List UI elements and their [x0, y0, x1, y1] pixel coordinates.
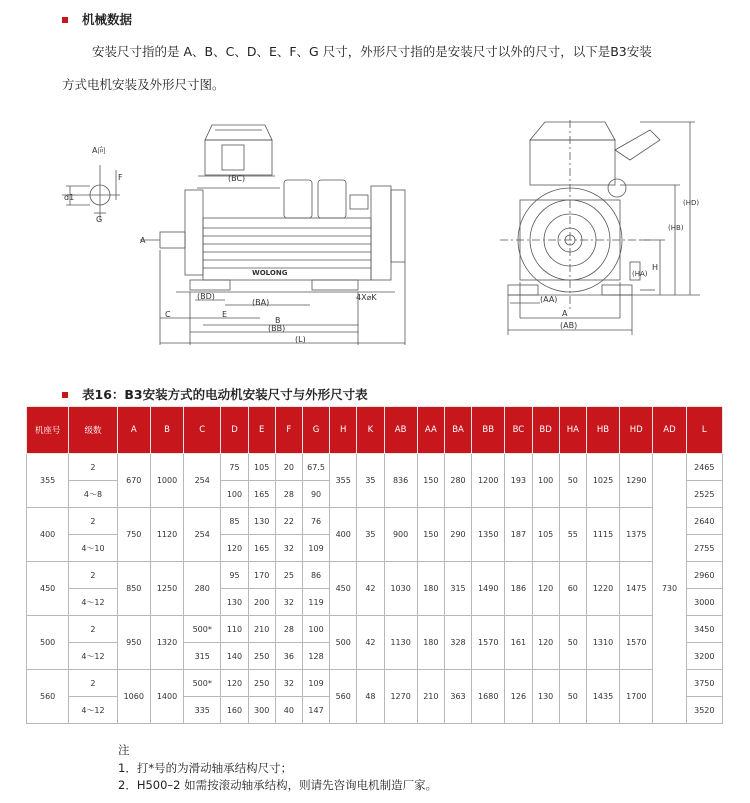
table-cell: 170	[248, 562, 275, 589]
red-square-bullet-icon	[62, 17, 68, 23]
header-cell: D	[221, 407, 248, 454]
table-row	[27, 508, 723, 535]
header-cell: AD	[653, 407, 686, 454]
table-cell: 254	[184, 454, 221, 508]
table-cell: 500*	[184, 670, 221, 697]
table-cell: 450	[27, 562, 69, 616]
table-cell: 335	[184, 697, 221, 724]
header-cell: H	[330, 407, 357, 454]
table-cell: 35	[357, 508, 384, 562]
table-cell: 2755	[686, 535, 722, 562]
table-cell: 1700	[620, 670, 653, 724]
table-cell: 28	[275, 481, 302, 508]
table-cell: 1250	[150, 562, 183, 616]
label-bd: (BD)	[197, 292, 215, 301]
table-cell: 315	[444, 562, 471, 616]
table-cell: 500	[330, 616, 357, 670]
table-cell: 4～12	[69, 643, 117, 670]
table-cell: 20	[275, 454, 302, 481]
table-cell: 110	[221, 616, 248, 643]
table-cell: 210	[248, 616, 275, 643]
table-cell: 90	[302, 481, 329, 508]
table-cell: 109	[302, 670, 329, 697]
table-cell: 165	[248, 535, 275, 562]
header-cell: L	[686, 407, 722, 454]
table-cell: 180	[417, 562, 444, 616]
table-cell: 328	[444, 616, 471, 670]
header-cell: BC	[505, 407, 532, 454]
table-cell: 2	[69, 616, 117, 643]
header-cell: A	[117, 407, 150, 454]
label-bc: (BC)	[228, 174, 246, 183]
table-cell: 836	[384, 454, 417, 508]
table-cell: 140	[221, 643, 248, 670]
table-cell: 1435	[586, 670, 619, 724]
table-cell: 147	[302, 697, 329, 724]
table-cell: 2	[69, 454, 117, 481]
table-cell: 4～10	[69, 535, 117, 562]
table-cell: 60	[559, 562, 586, 616]
table-cell: 670	[117, 454, 150, 508]
table-cell: 3750	[686, 670, 722, 697]
table-cell: 161	[505, 616, 532, 670]
table-cell: 1570	[472, 616, 505, 670]
label-ba: (BA)	[252, 298, 270, 307]
table-cell: 1025	[586, 454, 619, 508]
label-ab: (AB)	[560, 321, 578, 330]
table-cell: 119	[302, 589, 329, 616]
table-cell: 2465	[686, 454, 722, 481]
table-cell: 500*	[184, 616, 221, 643]
label-hb: (HB)	[668, 224, 684, 232]
table-cell: 1375	[620, 508, 653, 562]
label-c: C	[165, 310, 171, 319]
table-cell: 254	[184, 508, 221, 562]
table-cell: 100	[302, 616, 329, 643]
table-cell: 850	[117, 562, 150, 616]
table-cell: 1570	[620, 616, 653, 670]
dimension-table	[26, 406, 723, 724]
label-bb: (BB)	[268, 324, 286, 333]
motor-dimension-drawing	[60, 115, 700, 365]
table-cell: 32	[275, 670, 302, 697]
table-cell: 120	[532, 616, 559, 670]
table-cell: 105	[532, 508, 559, 562]
label-hole-k: 4X⌀K	[356, 293, 377, 302]
table-cell: 120	[221, 535, 248, 562]
table-cell: 100	[221, 481, 248, 508]
section-heading-mechanical-data	[62, 10, 132, 28]
header-cell: AB	[384, 407, 417, 454]
table-cell: 75	[221, 454, 248, 481]
header-cell: BB	[472, 407, 505, 454]
table-cell: 1400	[150, 670, 183, 724]
table-cell: 300	[248, 697, 275, 724]
table-cell: 315	[184, 643, 221, 670]
table-cell: 109	[302, 535, 329, 562]
table-row	[27, 616, 723, 643]
table-cell: 400	[330, 508, 357, 562]
table-cell: 42	[357, 562, 384, 616]
table-cell: 2	[69, 670, 117, 697]
table-row	[27, 670, 723, 697]
label-hd: (HD)	[683, 199, 700, 207]
table-cell: 1060	[117, 670, 150, 724]
table-cell: 1310	[586, 616, 619, 670]
table-cell: 1120	[150, 508, 183, 562]
table-cell: 560	[27, 670, 69, 724]
table-cell: 250	[248, 643, 275, 670]
table-cell: 1490	[472, 562, 505, 616]
table-cell: 130	[221, 589, 248, 616]
table-cell: 95	[221, 562, 248, 589]
header-cell: BD	[532, 407, 559, 454]
table-cell: 1270	[384, 670, 417, 724]
table-cell: 3000	[686, 589, 722, 616]
table-cell: 120	[221, 670, 248, 697]
table-cell: 2960	[686, 562, 722, 589]
table-cell: 290	[444, 508, 471, 562]
table-cell: 76	[302, 508, 329, 535]
table-cell: 130	[532, 670, 559, 724]
table-cell: 85	[221, 508, 248, 535]
table-cell: 28	[275, 616, 302, 643]
notes-title: 注	[118, 743, 130, 757]
table-cell: 50	[559, 454, 586, 508]
red-square-bullet-icon	[62, 392, 68, 398]
section-heading-table	[62, 385, 368, 403]
header-cell: HD	[620, 407, 653, 454]
table-cell: 1320	[150, 616, 183, 670]
table-cell: 150	[417, 454, 444, 508]
motor-side-view	[140, 125, 405, 345]
table-cell: 1680	[472, 670, 505, 724]
table-cell: 1290	[620, 454, 653, 508]
note-line-2: 2．H500–2 如需按滚动轴承结构，则请先咨询电机制造厂家。	[118, 778, 438, 792]
label-b: B	[275, 316, 281, 325]
table-cell: 2525	[686, 481, 722, 508]
table-cell: 730	[653, 454, 686, 724]
table-cell: 250	[248, 670, 275, 697]
table-cell: 40	[275, 697, 302, 724]
table-cell: 128	[302, 643, 329, 670]
table-body	[27, 454, 723, 724]
table-cell: 25	[275, 562, 302, 589]
intro-line-2: 方式电机安装及外形尺寸图。	[62, 77, 225, 92]
table-cell: 560	[330, 670, 357, 724]
brand-logo-text: WOLONG	[252, 269, 288, 277]
table-cell: 363	[444, 670, 471, 724]
table-cell: 355	[27, 454, 69, 508]
label-h: H	[652, 263, 659, 272]
label-ha: (HA)	[632, 270, 648, 278]
table-cell: 1115	[586, 508, 619, 562]
table-title: 表16：B3安装方式的电动机安装尺寸与外形尺寸表	[82, 387, 368, 402]
table-cell: 35	[357, 454, 384, 508]
header-cell: F	[275, 407, 302, 454]
table-cell: 32	[275, 535, 302, 562]
table-cell: 186	[505, 562, 532, 616]
intro-line-1: 安装尺寸指的是 A、B、C、D、E、F、G 尺寸，外形尺寸指的是安装尺寸以外的尺寸，以下是B3安装	[92, 44, 652, 59]
label-l: (L)	[295, 335, 306, 344]
header-cell: AA	[417, 407, 444, 454]
header-cell: HB	[586, 407, 619, 454]
table-cell: 1030	[384, 562, 417, 616]
table-cell: 180	[417, 616, 444, 670]
table-cell: 32	[275, 589, 302, 616]
section-title: 机械数据	[82, 12, 133, 27]
table-cell: 1130	[384, 616, 417, 670]
header-cell: C	[184, 407, 221, 454]
table-cell: 105	[248, 454, 275, 481]
table-cell: 50	[559, 616, 586, 670]
table-cell: 3520	[686, 697, 722, 724]
table-cell: 1200	[472, 454, 505, 508]
header-cell: 机座号	[27, 407, 69, 454]
label-a-view: A向	[92, 146, 106, 155]
table-cell: 55	[559, 508, 586, 562]
header-cell: G	[302, 407, 329, 454]
table-cell: 1475	[620, 562, 653, 616]
table-cell: 900	[384, 508, 417, 562]
header-cell: 级数	[69, 407, 117, 454]
table-cell: 126	[505, 670, 532, 724]
label-d1: d1	[64, 193, 75, 202]
table-cell: 1350	[472, 508, 505, 562]
table-cell: 120	[532, 562, 559, 616]
table-cell: 280	[184, 562, 221, 616]
table-header-row	[27, 407, 723, 454]
table-cell: 100	[532, 454, 559, 508]
table-cell: 2640	[686, 508, 722, 535]
table-cell: 4～12	[69, 697, 117, 724]
header-cell: E	[248, 407, 275, 454]
table-row	[27, 562, 723, 589]
label-a-front: A	[562, 309, 568, 318]
label-a-shaft: A	[140, 236, 146, 245]
header-cell: B	[150, 407, 183, 454]
header-cell: K	[357, 407, 384, 454]
table-cell: 67.5	[302, 454, 329, 481]
table-cell: 355	[330, 454, 357, 508]
table-cell: 86	[302, 562, 329, 589]
table-cell: 1220	[586, 562, 619, 616]
label-f: F	[118, 173, 123, 182]
table-cell: 2	[69, 562, 117, 589]
table-cell: 450	[330, 562, 357, 616]
table-cell: 4～8	[69, 481, 117, 508]
table-cell: 210	[417, 670, 444, 724]
table-row	[27, 454, 723, 481]
note-line-1: 1．打*号的为滑动轴承结构尺寸；	[118, 761, 293, 775]
table-cell: 750	[117, 508, 150, 562]
table-cell: 3200	[686, 643, 722, 670]
label-e: E	[222, 310, 228, 319]
table-cell: 193	[505, 454, 532, 508]
header-cell: HA	[559, 407, 586, 454]
table-cell: 22	[275, 508, 302, 535]
table-cell: 950	[117, 616, 150, 670]
table-cell: 165	[248, 481, 275, 508]
table-cell: 200	[248, 589, 275, 616]
table-cell: 1000	[150, 454, 183, 508]
table-cell: 500	[27, 616, 69, 670]
table-cell: 400	[27, 508, 69, 562]
label-aa: (AA)	[540, 295, 558, 304]
table-cell: 4～12	[69, 589, 117, 616]
table-cell: 36	[275, 643, 302, 670]
table-cell: 48	[357, 670, 384, 724]
table-cell: 160	[221, 697, 248, 724]
table-cell: 42	[357, 616, 384, 670]
table-cell: 3450	[686, 616, 722, 643]
header-cell: BA	[444, 407, 471, 454]
table-cell: 280	[444, 454, 471, 508]
table-cell: 187	[505, 508, 532, 562]
table-cell: 150	[417, 508, 444, 562]
table-cell: 2	[69, 508, 117, 535]
label-g: G	[96, 215, 103, 224]
table-cell: 50	[559, 670, 586, 724]
table-cell: 130	[248, 508, 275, 535]
